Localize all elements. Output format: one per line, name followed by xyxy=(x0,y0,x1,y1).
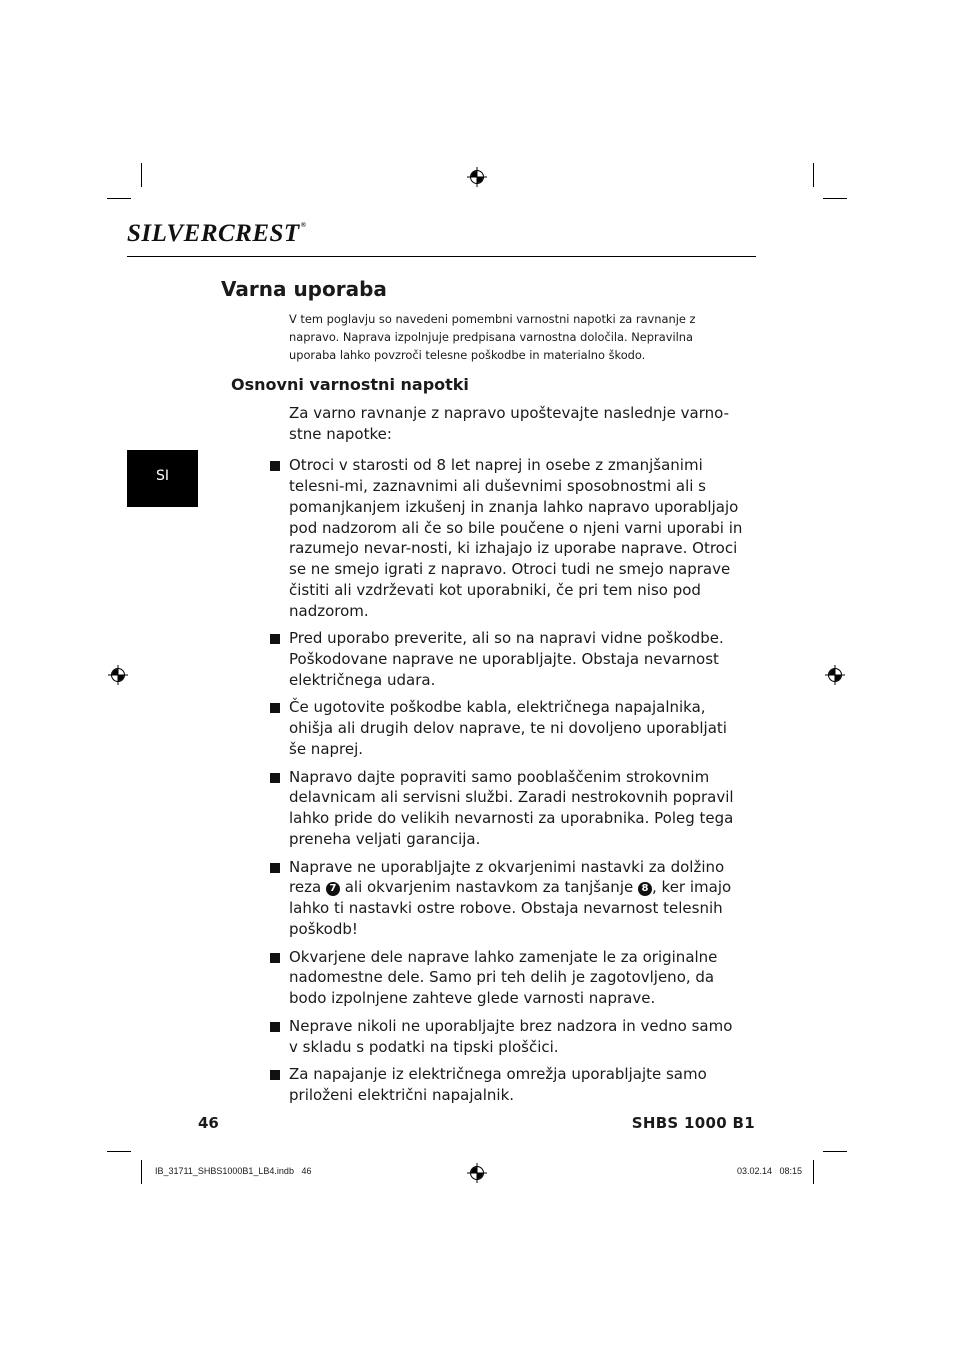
registration-mark-icon xyxy=(470,1166,484,1180)
registration-mark-icon xyxy=(828,668,842,682)
list-item: Pred uporabo preverite, ali so na napravi vidne poškodbe. Poškodovane naprave ne uporabljajte. Obstaja nevarnost električnega udara. xyxy=(268,628,743,691)
list-item: Naprave ne uporabljajte z okvarjenimi nastavki za dolžino reza 7 ali okvarjenim nastavkom za tanjšanje 8 , ker imajo lahko ti nastavki ostre robove. Obstaja nevarnost telesnih poškodb! xyxy=(268,857,743,940)
language-tab: SI xyxy=(127,450,198,507)
bullet-square-icon xyxy=(270,1070,280,1080)
page-number: 46 xyxy=(198,1114,219,1132)
bullet-square-icon xyxy=(270,634,280,644)
list-item: Za napajanje iz električnega omrežja uporabljajte samo priloženi električni napajalnik. xyxy=(268,1064,743,1106)
registration-mark-icon xyxy=(111,668,125,682)
crop-mark xyxy=(107,198,131,199)
crop-mark xyxy=(823,1151,847,1152)
brand-logo: SILVERCREST® xyxy=(127,220,307,247)
subsection-lead: Za varno ravnanje z napravo upoštevajte naslednje varno-stne napotke: xyxy=(289,404,730,443)
model-number: SHBS 1000 B1 xyxy=(631,1114,755,1132)
bullet-square-icon xyxy=(270,461,280,471)
crop-mark xyxy=(141,1160,142,1184)
list-item: Neprave nikoli ne uporabljajte brez nadzora in vedno samo v skladu s podatki na tipski ploščici. xyxy=(268,1016,743,1058)
list-item: Napravo dajte popraviti samo pooblaščenim strokovnim delavnicam ali servisni službi. Zaradi nestrokovnih popravil lahko pride do velikih nevarnosti za uporabnika. Poleg tega preneha veljati garancija. xyxy=(268,767,743,850)
list-item: Okvarjene dele naprave lahko zamenjate le za originalne nadomestne dele. Samo pri teh delih je zagotovljeno, da bodo izpolnjene zahteve glede varnosti naprave. xyxy=(268,947,743,1010)
crop-mark xyxy=(107,1151,131,1152)
crop-mark xyxy=(141,163,142,187)
bullet-square-icon xyxy=(270,953,280,963)
list-item: Če ugotovite poškodbe kabla, električnega napajalnika, ohišja ali drugih delov naprave, te ni dovoljeno uporabljati še naprej. xyxy=(268,697,743,760)
part-number-badge: 8 xyxy=(638,882,652,896)
bullet-square-icon xyxy=(270,703,280,713)
section-intro: V tem poglavju so navedeni pomembni varnostni napotki za ravnanje z napravo. Naprava izpolnjuje predpisana varnostna določila. Nepravilna uporaba lahko povzroči telesne poškodbe in materialno škodo. xyxy=(289,312,696,362)
safety-list xyxy=(268,455,743,1112)
bullet-square-icon xyxy=(270,773,280,783)
slug-file: IB_31711_SHBS1000B1_LB4.indb 46 xyxy=(155,1166,312,1176)
part-number-badge: 7 xyxy=(326,882,340,896)
crop-mark xyxy=(813,1160,814,1184)
bullet-square-icon xyxy=(270,863,280,873)
bullet-square-icon xyxy=(270,1022,280,1032)
crop-mark xyxy=(823,198,847,199)
slug-date: 03.02.14 08:15 xyxy=(737,1166,803,1176)
registration-mark-icon xyxy=(470,170,484,184)
crop-mark xyxy=(813,163,814,187)
header-rule xyxy=(127,256,756,257)
subsection-title: Osnovni varnostni napotki xyxy=(231,375,469,394)
section-title: Varna uporaba xyxy=(221,277,387,301)
list-item: Otroci v starosti od 8 let naprej in osebe z zmanjšanimi telesni-mi, zaznavnimi ali duševnimi sposobnostmi ali s pomanjkanjem izkušenj in znanja lahko napravo uporabljajo pod nadzorom ali če so bile poučene o njeni varni uporabi in razumejo nevar-nosti, ki izhajajo iz uporabe naprave. Otroci se ne smejo igrati z napravo. Otroci tudi ne smejo naprave čistiti ali vzdrževati kot uporabniki, če pri tem niso pod nadzorom. xyxy=(268,455,743,622)
